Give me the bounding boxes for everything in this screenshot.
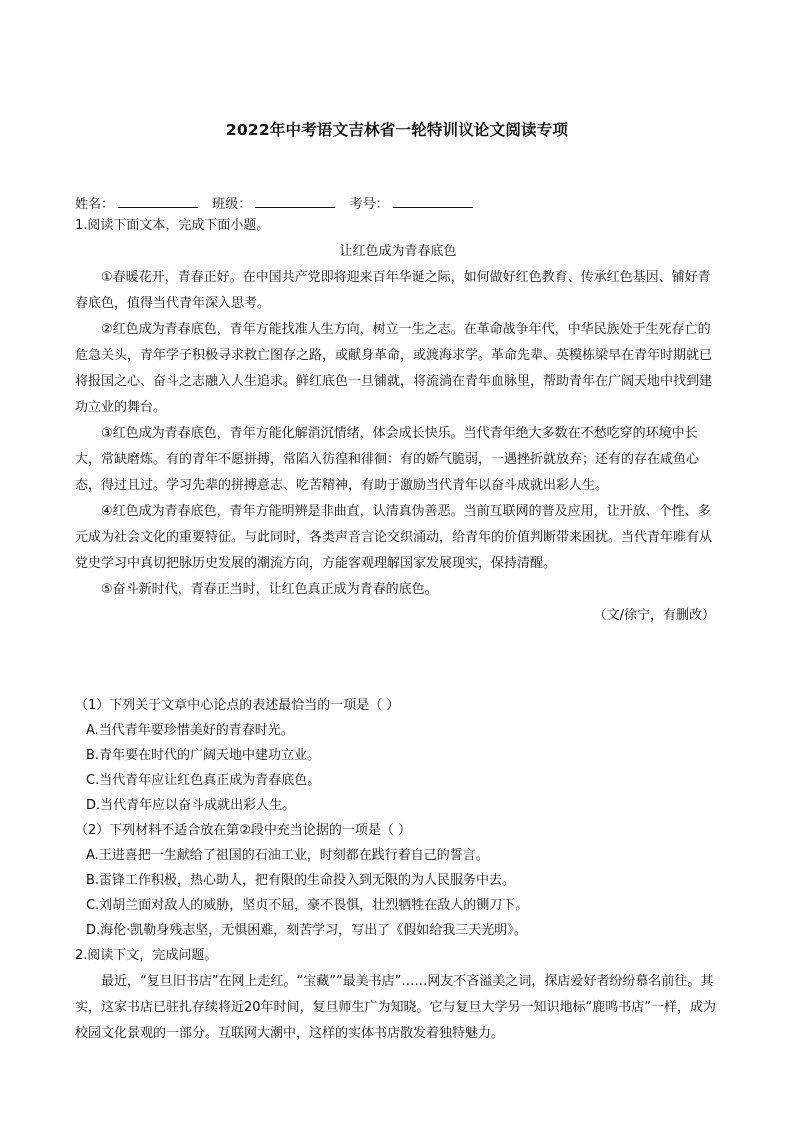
subquestion-2-option-c[interactable]: C.刘胡兰面对敌人的威胁，坚贞不屈，豪不畏惧，壮烈牺牲在敌人的铡刀下。 <box>86 898 529 913</box>
question-1 <box>75 213 721 629</box>
article-source: （文/徐宁，有删改） <box>593 608 715 623</box>
name-blank[interactable] <box>118 197 198 208</box>
document-title: 2022年中考语文吉林省一轮特训议论文阅读专项 <box>225 121 569 139</box>
question-2-paragraph: 最近，“复旦旧书店”在网上走红。“宝藏”“最美书店”……网友不吝溢美之词，探店爱好者纷纷慕名前往。其实，这家书店已驻扎存续将近20年时间，复旦师生广为知晓。它与复旦大学另一知识地标“鹿鸣书店”一样，成为校园文化景观的一部分。互联网大潮中，这样的实体书店散发着独特魅力。 <box>75 974 717 1041</box>
subquestion-2-option-a[interactable]: A.王进喜把一生献给了祖国的石油工业，时刻都在践行着自己的誓言。 <box>86 848 489 863</box>
number-label: 考号： <box>349 197 389 212</box>
subquestion-1-option-d[interactable]: D.当代青年应以奋斗成就出彩人生。 <box>86 798 296 813</box>
name-label: 姓名： <box>75 197 115 212</box>
class-label: 班级： <box>212 197 252 212</box>
question-2 <box>75 943 721 1047</box>
question-1-instruction: 1.阅读下面文本，完成下面小题。 <box>75 218 270 233</box>
subquestion-1-option-a[interactable]: A.当代青年要珍惜美好的青春时光。 <box>86 723 294 738</box>
subquestion-1-stem: （1）下列关于文章中心论点的表述最恰当的一项是（ ） <box>75 698 400 713</box>
subquestion-1-option-c[interactable]: C.当代青年应让红色真正成为青春底色。 <box>86 773 321 788</box>
article-paragraph-3: ③红色成为青春底色，青年方能化解消沉情绪，体会成长快乐。当代青年绝大多数在不愁吃穿的环境中长大，常缺磨炼。有的青年不愿拼搏，常陷入彷徨和徘徊：有的娇气脆弱，一遇挫折就放弃；还有的存在咸鱼心态，得过且过。学习先辈的拼搏意志、吃苦精神，有助于激励当代青年以奋斗成就出彩人生。 <box>75 426 700 493</box>
subquestion-2-option-d[interactable]: D.海伦·凯勒身残志坚，无惧困难，刻苦学习，写出了《假如给我三天光明》。 <box>86 923 527 938</box>
question-2-instruction: 2.阅读下文，完成问题。 <box>75 948 218 963</box>
subquestion-2-option-b[interactable]: B.雷锋工作积极，热心助人，把有限的生命投入到无限的为人民服务中去。 <box>86 873 516 888</box>
student-info-fields <box>75 193 483 212</box>
article-paragraph-5: ⑤奋斗新时代，青春正当时，让红色真正成为青春的底色。 <box>101 582 438 597</box>
class-blank[interactable] <box>255 197 335 208</box>
number-blank[interactable] <box>393 197 473 208</box>
question-1-subquestions <box>75 693 721 943</box>
article-paragraph-2: ②红色成为青春底色，青年方能找准人生方向，树立一生之志。在革命战争年代，中华民族处于生死存亡的危急关头，青年学子积极寻求救亡图存之路，或献身革命，或渡海求学。革命先辈、英模栋梁早在青年时期就已将报国之心、奋斗之志融入人生追求。鲜红底色一旦铺就，将流淌在青年血脉里，帮助青年在广阔天地中找到建功立业的舞台。 <box>75 322 713 415</box>
article-paragraph-1: ①春暖花开，青春正好。在中国共产党即将迎来百年华诞之际，如何做好红色教育、传承红色基因、铺好青春底色，值得当代青年深入思考。 <box>75 270 711 311</box>
article-title: 让红色成为青春底色 <box>339 244 457 259</box>
subquestion-2-stem: （2）下列材料不适合放在第②段中充当论据的一项是（ ） <box>75 823 412 838</box>
article-paragraph-4: ④红色成为青春底色，青年方能明辨是非曲直，认清真伪善恶。当前互联网的普及应用，让开放、个性、多元成为社会文化的重要特征。与此同时，各类声音言论交织涌动，给青年的价值判断带来困扰。当代青年唯有从党史学习中真切把脉历史发展的潮流方向，方能客观理解国家发展现实，保持清醒。 <box>75 504 713 571</box>
subquestion-1-option-b[interactable]: B.青年要在时代的广阔天地中建功立业。 <box>86 748 321 763</box>
